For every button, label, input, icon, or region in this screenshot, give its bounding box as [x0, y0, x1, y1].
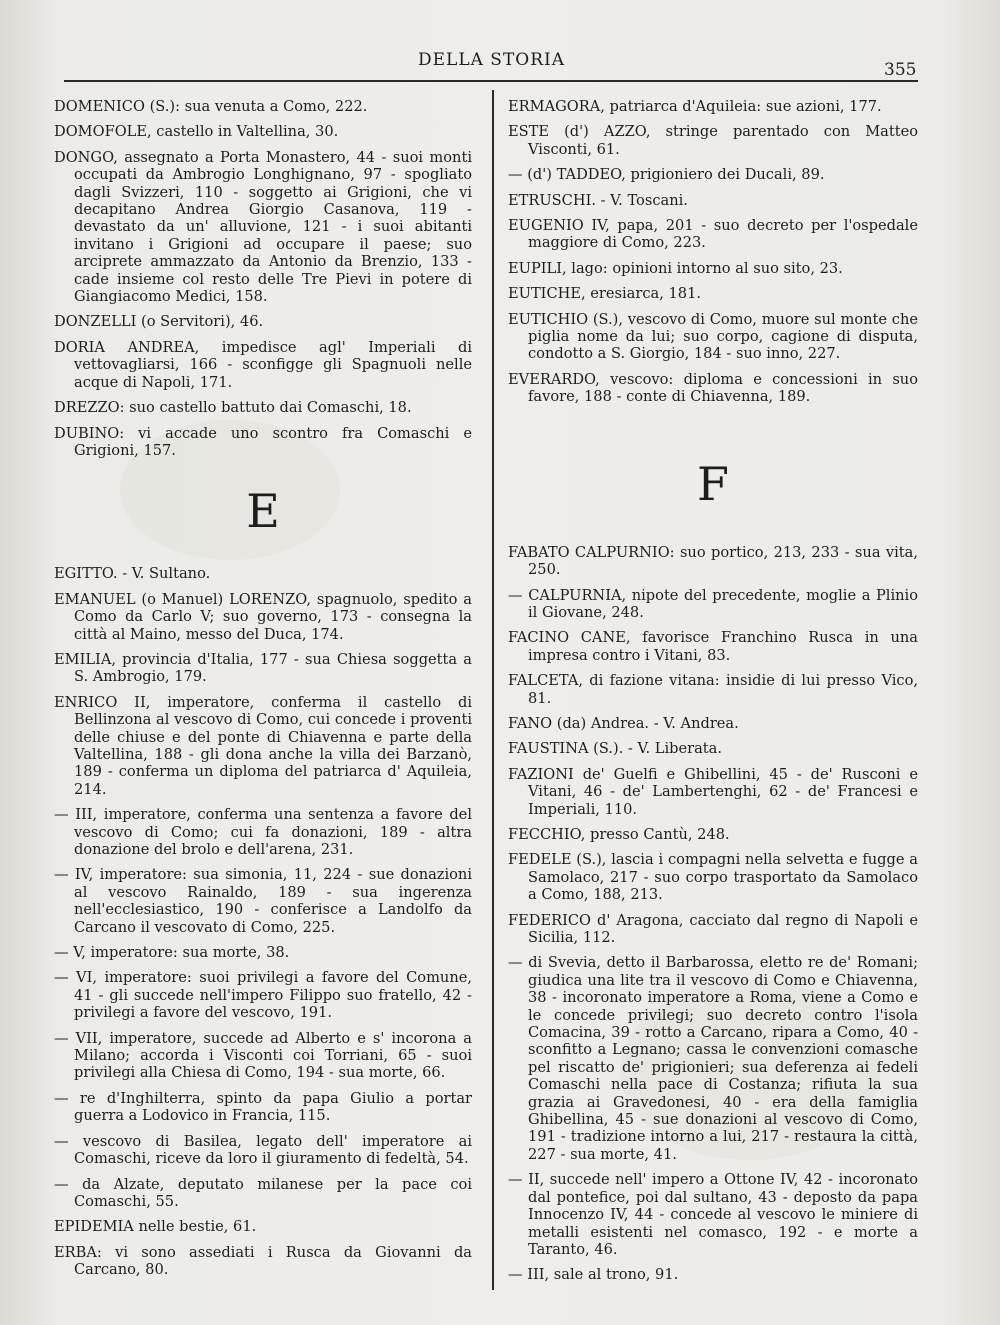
right-entries-f: [508, 544, 918, 1284]
index-entry: FACINO CANE, favorisce Franchino Rusca in una impresa contro i Vitani, 83.: [508, 629, 918, 664]
index-entry: FEDELE (S.), lascia i compagni nella selvetta e fugge a Samolaco, 217 - suo corpo trasportato da Samolaco a Como, 188, 213.: [508, 851, 918, 904]
section-letter-f: F: [697, 456, 729, 511]
section-letter-e: E: [246, 484, 280, 539]
index-entry: ETRUSCHI. - V. Toscani.: [508, 191, 688, 209]
index-entry: DREZZO: suo castello battuto dai Comaschi, 18.: [54, 399, 412, 417]
index-entry: DONZELLI (o Servitori), 46.: [54, 313, 264, 331]
index-entry: — (d') TADDEO, prigioniero dei Ducali, 89.: [508, 166, 825, 184]
index-entry: — IV, imperatore: sua simonia, 11, 224 - sue donazioni al vescovo Rainaldo, 189 - sua ingerenza nell'ecclesiastico, 190 - conferisce a Landolfo da Carcano il vescovato di Como, 225.: [54, 866, 472, 936]
index-entry: FABATO CALPURNIO: suo portico, 213, 233 - sua vita, 250.: [508, 543, 918, 579]
index-entry: EUPILI, lago: opinioni intorno al suo sito, 23.: [508, 259, 843, 277]
index-entry: DONGO, assegnato a Porta Monastero, 44 - suoi monti occupati da Ambrogio Longhignano, 97 - spogliato dagli Svizzeri, 110 - soggetto ai Grigioni, che vi decapitano Andrea Giorgio Casanova, 119 - devastato da un' alluvione, 121 - i suoi abitanti invitano i Grigioni ad occupare il paese; suo arciprete ammazzato da Antonio da Brenzio, 133 - cade insieme col resto delle Tre Pievi in potere di Giangiacomo Medici, 158.: [54, 148, 472, 306]
header-rule: [64, 80, 918, 82]
index-entry: FAUSTINA (S.). - V. Liberata.: [508, 740, 722, 758]
running-head: [0, 50, 1000, 80]
index-entry: EGITTO. - V. Sultano.: [54, 565, 211, 583]
left-entries-d: [54, 98, 472, 459]
left-column: [54, 98, 472, 1287]
page-number: 355: [884, 60, 917, 80]
index-entry: — III, imperatore, conferma una sentenza a favore del vescovo di Como; cui fa donazioni, 189 - altra donazione del brolo e dell'arena, 231.: [54, 806, 472, 858]
index-entry: — III, sale al trono, 91.: [508, 1266, 679, 1284]
running-head-title: DELLA STORIA: [418, 50, 566, 70]
index-entry: EUTICHIO (S.), vescovo di Como, muore sul monte che piglia nome da lui; suo corpo, cagione di disputa, condotto a S. Giorgio, 184 - suo inno, 227.: [508, 310, 918, 363]
index-entry: DUBINO: vi accade uno scontro fra Comaschi e Grigioni, 157.: [54, 424, 472, 459]
index-entry: — da Alzate, deputato milanese per la pace coi Comaschi, 55.: [54, 1175, 472, 1210]
right-column: [508, 98, 918, 1292]
index-entry: FAZIONI de' Guelfi e Ghibellini, 45 - de' Rusconi e Vitani, 46 - de' Lambertenghi, 62 - de' Francesi e Imperiali, 110.: [508, 765, 918, 818]
index-entry: EMANUEL (o Manuel) LORENZO, spagnuolo, spedito a Como da Carlo V; suo governo, 173 - consegna la città al Maino, messo del Duca, 174.: [54, 590, 472, 643]
index-entry: — di Svevia, detto il Barbarossa, eletto re de' Romani; giudica una lite tra il vescovo di Como e Chiavenna, 38 - incoronato imperatore a Roma, viene a Como e le concede privilegi; suo decreto contro l'isola Comacina, 39 - rotto a Carcano, ripara a Como, 40 - sconfitto a Legnano; cassa le convenzioni comasche pel riscatto de' prigionieri; sua deferenza ai fedeli Comaschi nella pace di Costanza; rifiuta la sua grazia ai Gravedonesi, 40 - era della famiglia Ghibellina, 45 - sue donazioni al vescovo di Como, 191 - tradizione intorno a lui, 217 - restaura la città, 227 - sua morte, 41.: [508, 954, 918, 1163]
index-entry: ERMAGORA, patriarca d'Aquileia: sue azioni, 177.: [508, 98, 882, 115]
index-entry: — CALPURNIA, nipote del precedente, moglie a Plinio il Giovane, 248.: [508, 586, 918, 621]
index-entry: DORIA ANDREA, impedisce agl' Imperiali di vettovagliarsi, 166 - sconfigge gli Spagnuoli nelle acque di Napoli, 171.: [54, 338, 472, 391]
index-entry: EUGENIO IV, papa, 201 - suo decreto per l'ospedale maggiore di Como, 223.: [508, 217, 918, 252]
index-entry: EMILIA, provincia d'Italia, 177 - sua Chiesa soggetta a S. Ambrogio, 179.: [54, 650, 472, 686]
index-entry: EPIDEMIA nelle bestie, 61.: [54, 1218, 257, 1236]
index-entry: DOMENICO (S.): sua venuta a Como, 222.: [54, 98, 368, 115]
index-entry: — VI, imperatore: suoi privilegi a favore del Comune, 41 - gli succede nell'impero Filippo suo fratello, 42 - privilegi a favore del vescovo, 191.: [54, 969, 472, 1022]
index-entry: DOMOFOLE, castello in Valtellina, 30.: [54, 123, 339, 141]
left-entries-e: [54, 565, 472, 1278]
index-entry: ENRICO II, imperatore, conferma il castello di Bellinzona al vescovo di Como, cui concede i proventi delle chiuse e del ponte di Chiavenna e parte della Valtellina, 188 - gli dona anche la villa dei Barzanò, 189 - conferma un diploma del patriarca d' Aquileia, 214.: [54, 693, 472, 798]
index-entry: — VII, imperatore, succede ad Alberto e s' incorona a Milano; accorda i Visconti coi Torriani, 65 - suoi privilegi alla Chiesa di Como, 194 - sua morte, 66.: [54, 1029, 472, 1082]
index-entry: ERBA: vi sono assediati i Rusca da Giovanni da Carcano, 80.: [54, 1243, 472, 1279]
index-entry: — V, imperatore: sua morte, 38.: [54, 944, 290, 962]
index-entry: — re d'Inghilterra, spinto da papa Giulio a portar guerra a Lodovico in Francia, 115.: [54, 1089, 472, 1125]
column-divider: [492, 90, 494, 1290]
index-entry: — II, succede nell' impero a Ottone IV, 42 - incoronato dal pontefice, poi dal sultano, 43 - deposto da papa Innocenzo IV, 44 - concede al vescovo le miniere di metalli esistenti nel comasco, 192 - e morte a Taranto, 46.: [508, 1171, 918, 1258]
index-entry: EUTICHE, eresiarca, 181.: [508, 285, 702, 303]
index-entry: FEDERICO d' Aragona, cacciato dal regno di Napoli e Sicilia, 112.: [508, 911, 918, 946]
index-entry: — vescovo di Basilea, legato dell' imperatore ai Comaschi, riceve da loro il giuramento di fedeltà, 54.: [54, 1132, 472, 1168]
index-entry: EVERARDO, vescovo: diploma e concessioni in suo favore, 188 - conte di Chiavenna, 189.: [508, 370, 918, 406]
index-entry: FANO (da) Andrea. - V. Andrea.: [508, 714, 739, 732]
right-entries-e: [508, 98, 918, 406]
index-entry: FECCHIO, presso Cantù, 248.: [508, 825, 730, 843]
index-entry: ESTE (d') AZZO, stringe parentado con Matteo Visconti, 61.: [508, 123, 918, 158]
index-entry: FALCETA, di fazione vitana: insidie di lui presso Vico, 81.: [508, 672, 918, 707]
